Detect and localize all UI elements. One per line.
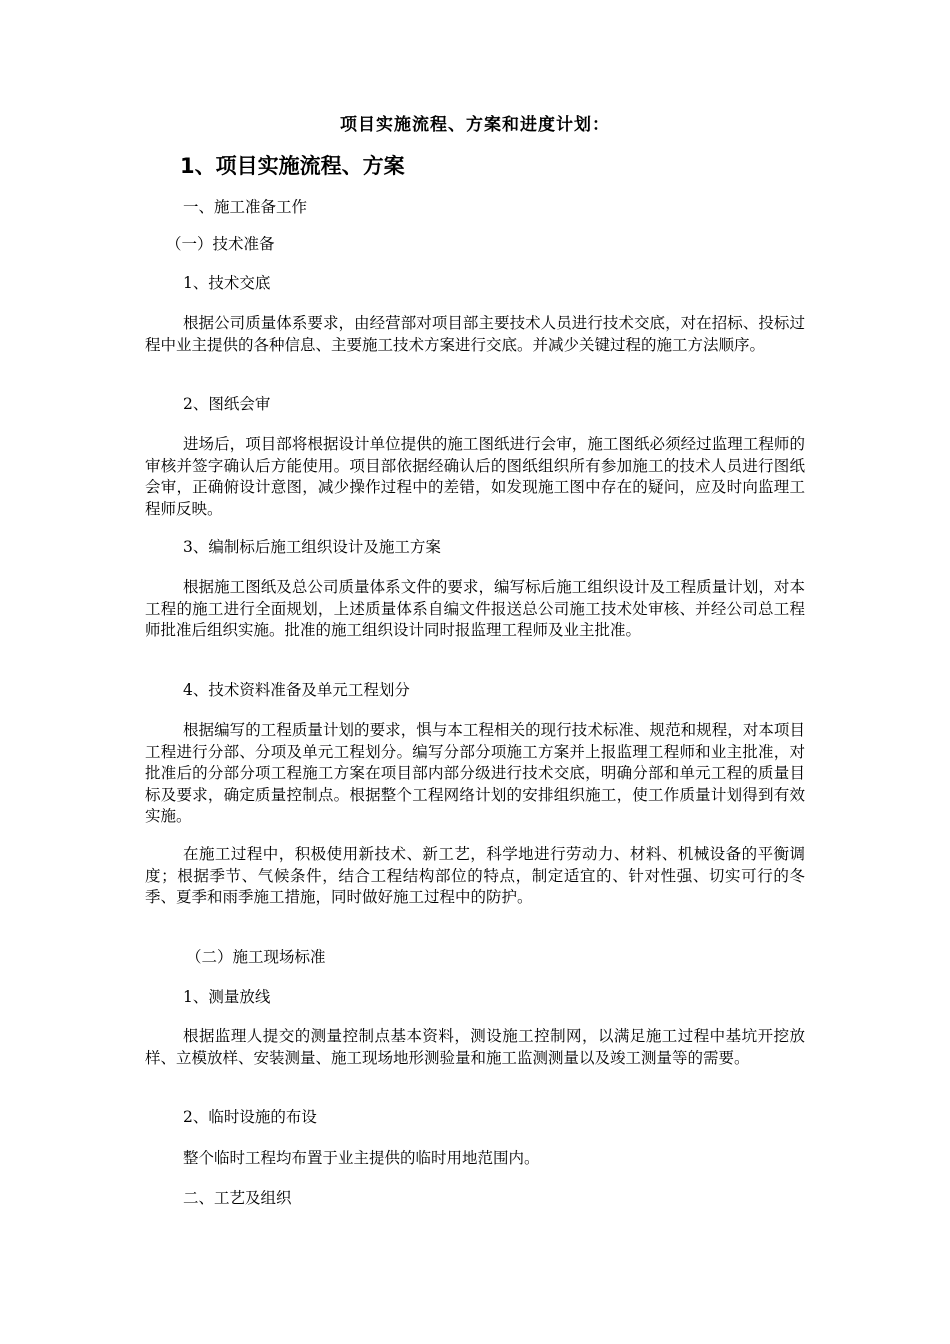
item-title-drawing-review: 2、图纸会审: [183, 395, 271, 413]
paragraph-construction-design: 根据施工图纸及总公司质量体系文件的要求，编写标后施工组织设计及工程质量计划，对本工程的施工进行全面规划，上述质量体系自编文件报送总公司施工技术处审核、并经公司总工程师批准后组织实施。批准的施工组织设计同时报监理工程师及业主批准。: [145, 578, 805, 639]
paragraph-temporary-facilities: 整个临时工程均布置于业主提供的临时用地范围内。: [183, 1149, 540, 1167]
paragraph-technical-data: 根据编写的工程质量计划的要求，惧与本工程相关的现行技术标准、规范和规程，对本项目工程进行分部、分项及单元工程划分。编写分部分项施工方案并上报监理工程师和业主批准，对批准后的分部分项工程施工方案在项目部内部分级进行技术交底，明确分部和单元工程的质量目标及要求，确定质量控制点。根据整个工程网络计划的安排组织施工，使工作质量计划得到有效实施。: [145, 721, 805, 825]
section-heading: 1、项目实施流程、方案: [180, 154, 405, 178]
section-title-construction-prep: 一、施工准备工作: [183, 198, 308, 216]
document-title: 项目实施流程、方案和进度计划：: [340, 115, 610, 135]
subsection-title-technical-prep: （一）技术准备: [166, 235, 275, 253]
item-title-temporary-facilities: 2、临时设施的布设: [183, 1108, 317, 1126]
paragraph-survey: 根据监理人提交的测量控制点基本资料，测设施工控制网，以满足施工过程中基坑开挖放样、立模放样、安装测量、施工现场地形测验量和施工监测测量以及竣工测量等的需要。: [145, 1027, 805, 1067]
item-title-construction-design: 3、编制标后施工组织设计及施工方案: [183, 538, 441, 556]
subsection-title-site-standards: （二）施工现场标准: [186, 948, 326, 966]
paragraph-drawing-review: 进场后，项目部将根据设计单位提供的施工图纸进行会审，施工图纸必须经过监理工程师的审核并签字确认后方能使用。项目部依据经确认后的图纸组织所有参加施工的技术人员进行图纸会审，正确俯设计意图，减少操作过程中的差错，如发现施工图中存在的疑问，应及时向监理工程师反映。: [145, 435, 805, 518]
paragraph-technical-briefing: 根据公司质量体系要求，由经营部对项目部主要技术人员进行技术交底，对在招标、投标过程中业主提供的各种信息、主要施工技术方案进行交底。并减少关键过程的施工方法顺序。: [145, 314, 805, 354]
item-title-technical-data: 4、技术资料准备及单元工程划分: [183, 681, 410, 699]
section-title-process-organization: 二、工艺及组织: [183, 1189, 292, 1207]
item-title-survey: 1、测量放线: [183, 988, 271, 1006]
item-title-technical-briefing: 1、技术交底: [183, 274, 271, 292]
paragraph-construction-process: 在施工过程中，积极使用新技术、新工艺，科学地进行劳动力、材料、机械设备的平衡调度；根据季节、气候条件，结合工程结构部位的特点，制定适宜的、针对性强、切实可行的冬季、夏季和雨季施工措施，同时做好施工过程中的防护。: [145, 845, 805, 906]
